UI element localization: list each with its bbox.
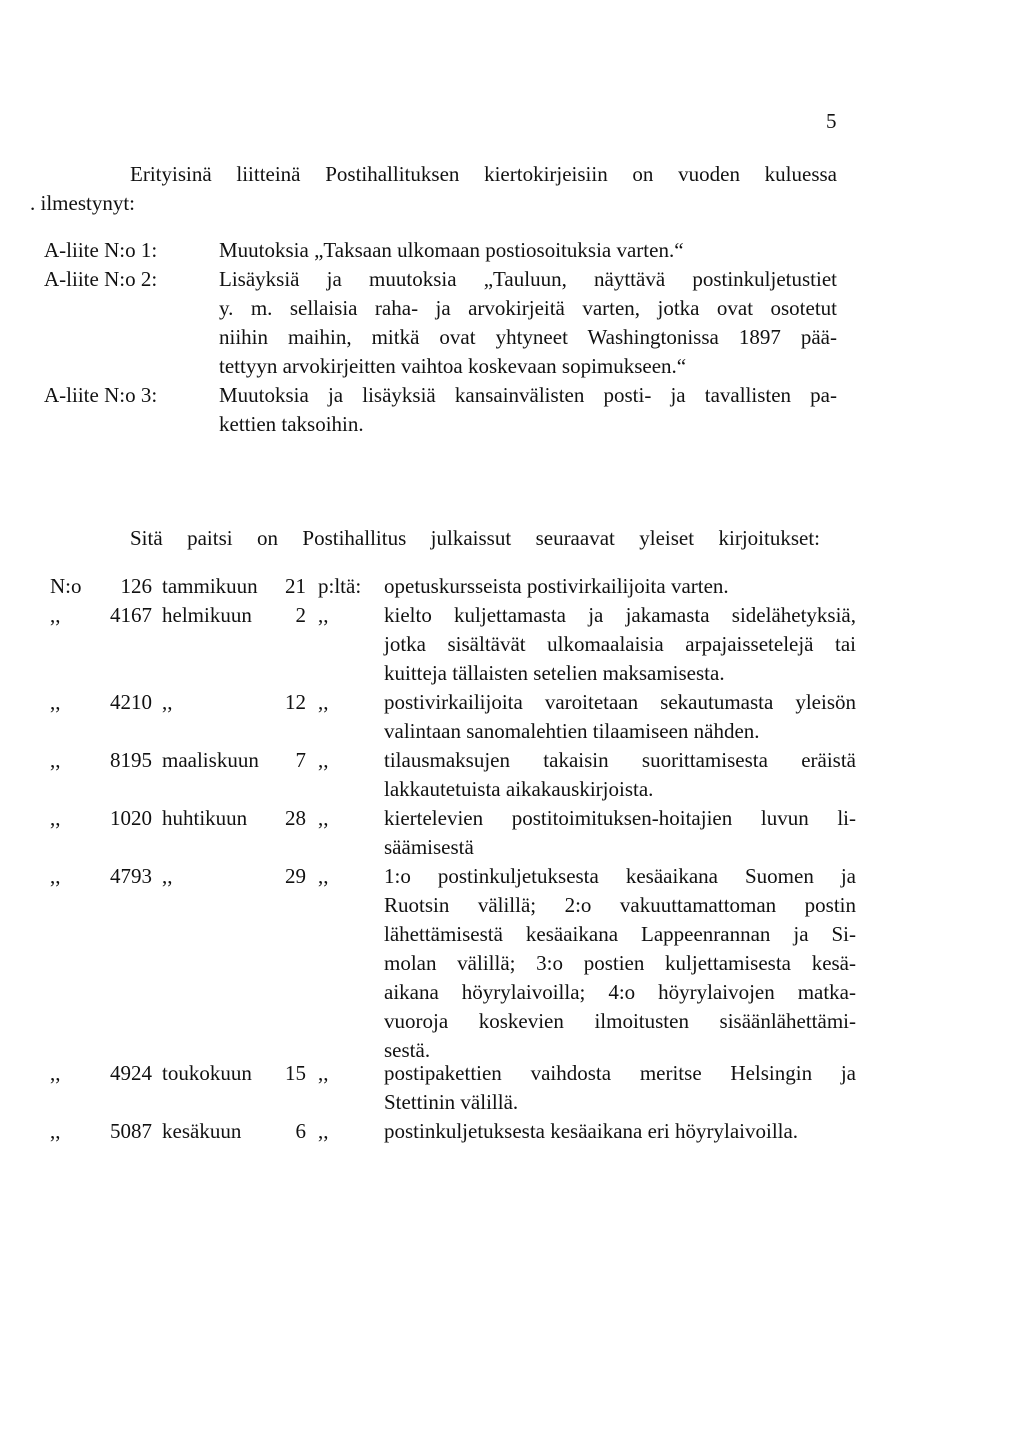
pub-no-6: ,, (50, 864, 61, 888)
pub-6-line-1: 1:o postinkuljetuksesta kesäaikana Suomen ja (384, 864, 856, 888)
pub-unit-7: ,, (318, 1061, 329, 1085)
pub-month-8: kesäkuun (162, 1119, 242, 1143)
liite-2-line-3: niihin maihin, mitkä ovat yhtyneet Washingtonissa 1897 pää- (219, 325, 837, 349)
pub-month-6: ,, (162, 864, 173, 888)
page-number: 5 (826, 109, 837, 133)
pub-1-line-1: opetuskursseista postivirkailijoita varten. (384, 574, 729, 598)
pub-2-line-2: jotka sisältävät ulkomaalaisia arpajaissetelejä tai (384, 632, 856, 656)
pub-4-line-1: tilausmaksujen takaisin suorittamisesta eräistä (384, 748, 856, 772)
pub-description-5 (384, 804, 856, 862)
liite-text-1 (219, 236, 837, 265)
liite-3-line-1: Muutoksia ja lisäyksiä kansainvälisten posti- ja tavallisten pa- (219, 383, 837, 407)
pub-5-line-1: kiertelevien postitoimituksen-hoitajien luvun li- (384, 806, 856, 830)
liite-2-line-4: tettyyn arvokirjeitten vaihtoa koskevaan sopimukseen.“ (219, 354, 687, 378)
pub-number-2: 4167 (110, 603, 152, 627)
pub-month-1: tammikuun (162, 574, 258, 598)
pub-number-7: 4924 (110, 1061, 152, 1085)
pub-description-4 (384, 746, 856, 804)
pub-7-line-2: Stettinin välillä. (384, 1090, 519, 1114)
pub-number-4: 8195 (110, 748, 152, 772)
liite-3-line-2: kettien taksoihin. (219, 412, 364, 436)
liite-label-1: A-liite N:o 1: (44, 238, 158, 262)
pub-no-4: ,, (50, 748, 61, 772)
liite-1-line-1: Muutoksia „Taksaan ulkomaan postiosoituksia varten.“ (219, 238, 684, 262)
pub-7-line-1: postipakettien vaihdosta meritse Helsingin ja (384, 1061, 856, 1085)
pub-unit-4: ,, (318, 748, 329, 772)
pub-day-4: 7 (295, 748, 306, 772)
liite-text-2 (219, 265, 837, 381)
pub-day-5: 28 (285, 806, 306, 830)
pub-no-5: ,, (50, 806, 61, 830)
pub-no-1: N:o (50, 574, 82, 598)
pub-number-3: 4210 (110, 690, 152, 714)
pub-day-3: 12 (285, 690, 306, 714)
intro-line-1: Erityisinä liitteinä Postihallituksen kiertokirjeisiin on vuoden kuluessa (130, 162, 837, 186)
pub-unit-3: ,, (318, 690, 329, 714)
pub-month-4: maaliskuun (162, 748, 259, 772)
liite-text-3 (219, 381, 837, 439)
pub-6-line-5: aikana höyrylaivoilla; 4:o höyrylaivojen matka- (384, 980, 856, 1004)
pub-number-8: 5087 (110, 1119, 152, 1143)
intro-line-2: . ilmestynyt: (30, 191, 135, 215)
pub-description-1 (384, 572, 856, 601)
pub-no-8: ,, (50, 1119, 61, 1143)
pub-description-6 (384, 862, 856, 1065)
pub-unit-6: ,, (318, 864, 329, 888)
pub-5-line-2: säämisestä (384, 835, 474, 859)
pub-day-1: 21 (285, 574, 306, 598)
pub-month-7: toukokuun (162, 1061, 252, 1085)
pub-number-1: 126 (120, 574, 152, 598)
liite-label-2: A-liite N:o 2: (44, 267, 158, 291)
pub-2-line-1: kielto kuljettamasta ja jakamasta sidelähetyksiä, (384, 603, 856, 627)
pub-2-line-3: kuitteja tällaisten setelien maksamisesta. (384, 661, 725, 685)
pub-unit-8: ,, (318, 1119, 329, 1143)
pub-number-6: 4793 (110, 864, 152, 888)
liite-2-line-1: Lisäyksiä ja muutoksia „Tauluun, näyttävä postinkuljetustiet (219, 267, 837, 291)
pub-month-2: helmikuun (162, 603, 252, 627)
pub-6-line-4: molan välillä; 3:o postien kuljettamisesta kesä- (384, 951, 856, 975)
pub-4-line-2: lakkautetuista aikakauskirjoista. (384, 777, 654, 801)
pub-number-5: 1020 (110, 806, 152, 830)
pub-unit-5: ,, (318, 806, 329, 830)
pub-no-3: ,, (50, 690, 61, 714)
pub-description-7 (384, 1059, 856, 1117)
pub-unit-2: ,, (318, 603, 329, 627)
liite-2-line-2: y. m. sellaisia raha- ja arvokirjeitä varten, jotka ovat osotetut (219, 296, 837, 320)
liite-label-3: A-liite N:o 3: (44, 383, 158, 407)
pub-month-5: huhtikuun (162, 806, 248, 830)
pub-6-line-7: sestä. (384, 1038, 431, 1062)
pub-day-2: 2 (295, 603, 306, 627)
pub-unit-1: p:ltä: (318, 574, 362, 598)
pub-no-2: ,, (50, 603, 61, 627)
pub-description-2 (384, 601, 856, 688)
pub-description-3 (384, 688, 856, 746)
pub-6-line-2: Ruotsin välillä; 2:o vakuuttamattoman postin (384, 893, 856, 917)
pub-3-line-2: valintaan sanomalehtien tilaamiseen nähden. (384, 719, 760, 743)
pub-day-8: 6 (295, 1119, 306, 1143)
pub-8-line-1: postinkuljetuksesta kesäaikana eri höyrylaivoilla. (384, 1119, 799, 1143)
pub-3-line-1: postivirkailijoita varoitetaan sekautumasta yleisön (384, 690, 856, 714)
pub-day-7: 15 (285, 1061, 306, 1085)
pub-description-8 (384, 1117, 856, 1146)
publications-heading: Sitä paitsi on Postihallitus julkaissut seuraavat yleiset kirjoitukset: (130, 526, 820, 550)
pub-no-7: ,, (50, 1061, 61, 1085)
pub-6-line-3: lähettämisestä kesäaikana Lappeenrannan ja Si- (384, 922, 856, 946)
pub-6-line-6: vuoroja koskevien ilmoitusten sisäänlähettämi- (384, 1009, 856, 1033)
pub-day-6: 29 (285, 864, 306, 888)
pub-month-3: ,, (162, 690, 173, 714)
